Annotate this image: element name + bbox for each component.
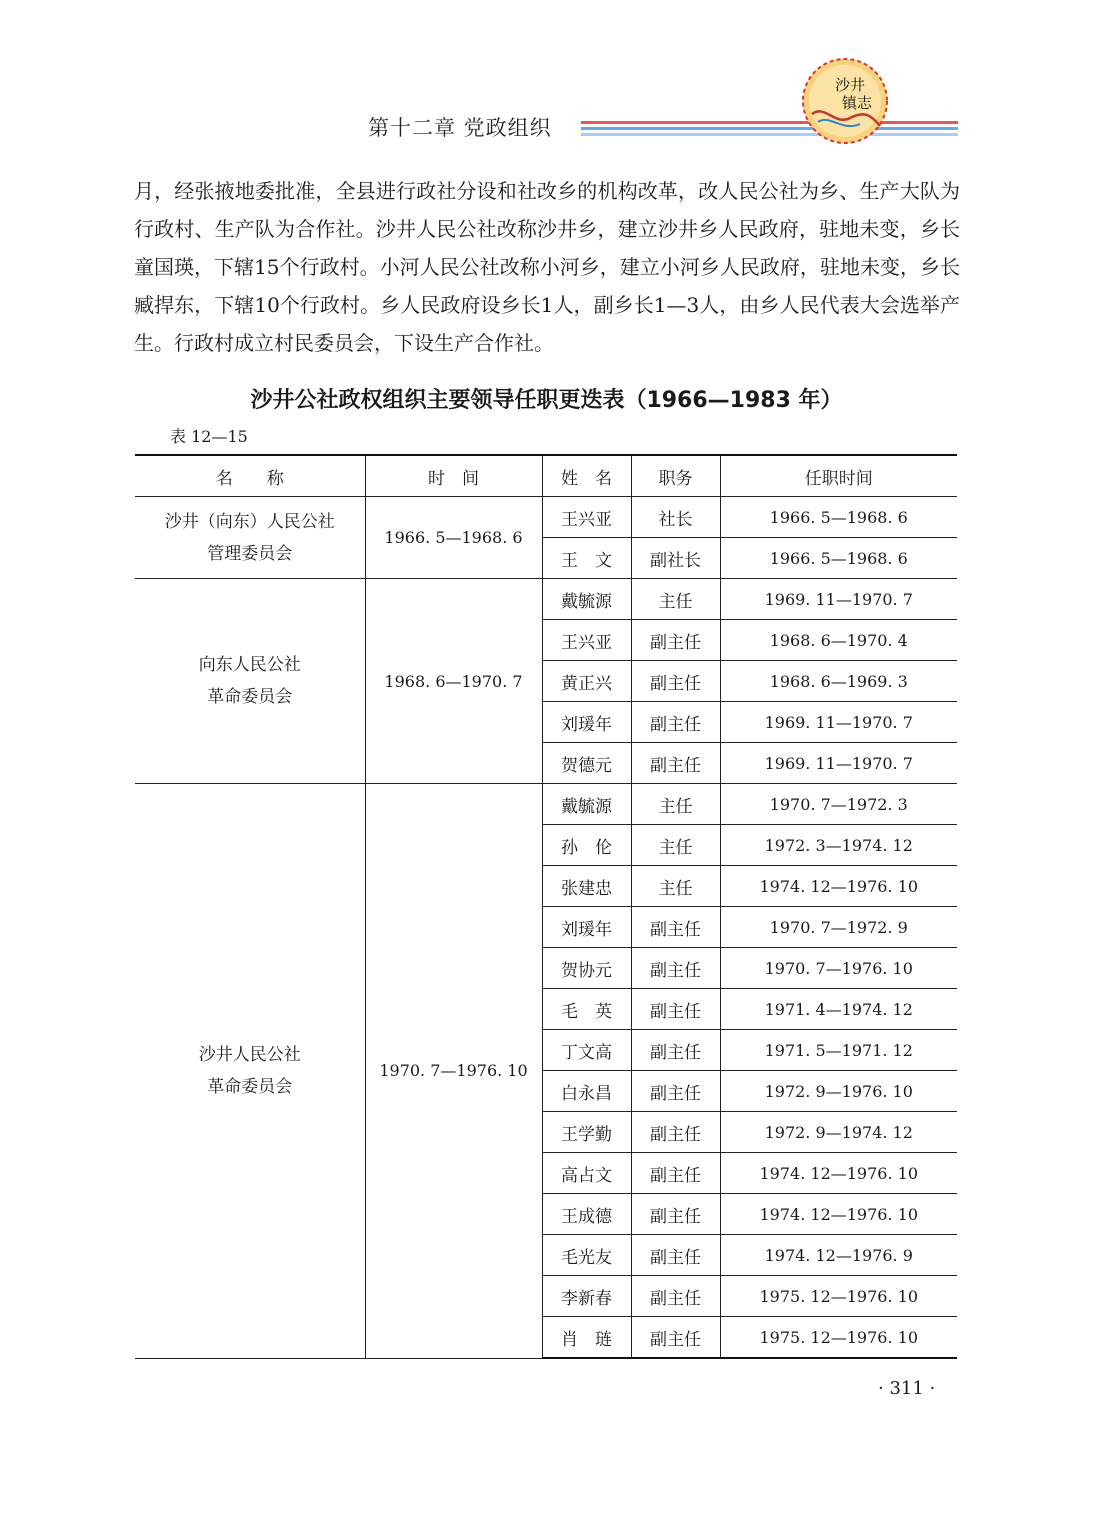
unit-name-line1: 沙井人民公社 [198,1044,301,1065]
position-cell: 副主任 [631,1153,720,1194]
person-cell: 刘瑗年 [542,907,631,948]
header-tenure: 任职时间 [720,455,957,497]
tenure-cell: 1971. 5—1971. 12 [720,1030,957,1071]
person-cell: 丁文高 [542,1030,631,1071]
table-row [135,784,957,825]
header-position: 职务 [631,455,720,497]
person-cell: 贺协元 [542,948,631,989]
position-cell: 副主任 [631,1276,720,1317]
page-number: · 311 · [878,1378,936,1399]
tenure-cell: 1970. 7—1972. 3 [720,784,957,825]
chapter-title: 第十二章 党政组织 [368,116,552,140]
position-cell: 副主任 [631,743,720,784]
person-cell: 刘瑗年 [542,702,631,743]
header-person: 姓 名 [542,455,631,497]
town-gazetteer-seal [800,56,890,146]
tenure-cell: 1975. 12—1976. 10 [720,1276,957,1317]
tenure-cell: 1969. 11—1970. 7 [720,579,957,620]
person-cell: 肖 琏 [542,1317,631,1359]
tenure-cell: 1969. 11—1970. 7 [720,743,957,784]
unit-period-cell: 1968. 6—1970. 7 [365,579,542,784]
position-cell: 副社长 [631,538,720,579]
unit-period-cell: 1970. 7—1976. 10 [365,784,542,1359]
person-cell: 孙 伦 [542,825,631,866]
unit-period-cell: 1966. 5—1968. 6 [365,497,542,579]
table-title: 沙井公社政权组织主要领导任职更迭表（1966—1983 年） [250,388,843,413]
tenure-cell: 1968. 6—1969. 3 [720,661,957,702]
tenure-cell: 1970. 7—1976. 10 [720,948,957,989]
table-row [135,497,957,538]
unit-name-cell [135,784,365,1359]
unit-name-cell [135,579,365,784]
person-cell: 王兴亚 [542,497,631,538]
seal-text-line1: 沙井 [834,76,866,94]
position-cell: 副主任 [631,1235,720,1276]
person-cell: 戴毓源 [542,579,631,620]
header-rule-lightblue [581,133,958,136]
tenure-cell: 1966. 5—1968. 6 [720,497,957,538]
header-rule-blue [581,127,958,130]
position-cell: 副主任 [631,702,720,743]
tenure-cell: 1971. 4—1974. 12 [720,989,957,1030]
person-cell: 贺德元 [542,743,631,784]
tenure-cell: 1974. 12—1976. 9 [720,1235,957,1276]
person-cell: 王学勤 [542,1112,631,1153]
person-cell: 张建忠 [542,866,631,907]
position-cell: 副主任 [631,907,720,948]
table-row [135,579,957,620]
position-cell: 副主任 [631,1071,720,1112]
person-cell: 高占文 [542,1153,631,1194]
position-cell: 主任 [631,579,720,620]
seal-text-line2: 镇志 [841,94,873,112]
unit-name-line1: 向东人民公社 [198,655,301,675]
position-cell: 副主任 [631,661,720,702]
tenure-cell: 1968. 6—1970. 4 [720,620,957,661]
tenure-cell: 1972. 9—1974. 12 [720,1112,957,1153]
tenure-cell: 1972. 3—1974. 12 [720,825,957,866]
unit-name-line1: 沙井（向东）人民公社 [164,511,335,532]
unit-name-line2: 管理委员会 [207,543,293,564]
person-cell: 白永昌 [542,1071,631,1112]
position-cell: 副主任 [631,948,720,989]
tenure-cell: 1974. 12—1976. 10 [720,1194,957,1235]
position-cell: 副主任 [631,1317,720,1359]
person-cell: 黄正兴 [542,661,631,702]
unit-name-line2: 革命委员会 [207,1076,293,1097]
table-header-row [135,455,957,497]
header-rule-red [581,121,958,124]
leaders-table [135,454,957,1359]
position-cell: 副主任 [631,989,720,1030]
position-cell: 副主任 [631,1112,720,1153]
position-cell: 主任 [631,825,720,866]
body-paragraph-block [134,172,960,362]
position-cell: 社长 [631,497,720,538]
person-cell: 毛光友 [542,1235,631,1276]
position-cell: 主任 [631,784,720,825]
person-cell: 王兴亚 [542,620,631,661]
unit-name-cell [135,497,365,579]
person-cell: 李新春 [542,1276,631,1317]
tenure-cell: 1972. 9—1976. 10 [720,1071,957,1112]
tenure-cell: 1970. 7—1972. 9 [720,907,957,948]
header-time: 时 间 [365,455,542,497]
position-cell: 副主任 [631,620,720,661]
person-cell: 戴毓源 [542,784,631,825]
position-cell: 副主任 [631,1194,720,1235]
unit-name-line2: 革命委员会 [207,687,293,707]
position-cell: 主任 [631,866,720,907]
body-paragraph: 月，经张掖地委批准，全县进行政社分设和社改乡的机构改革，改人民公社为乡、生产大队为行政村、生产队为合作社。沙井人民公社改称沙井乡，建立沙井乡人民政府，驻地未变，乡长童国瑛，下辖15个行政村。小河人民公社改称小河乡，建立小河乡人民政府，驻地未变，乡长臧捍东，下辖10个行政村。乡人民政府设乡长1人，副乡长1—3人，由乡人民代表大会选举产生。行政村成立村民委员会，下设生产合作社。 [134,179,960,355]
seal-emblem-icon [800,56,890,146]
tenure-cell: 1974. 12—1976. 10 [720,866,957,907]
table-label: 表 12—15 [170,427,248,446]
person-cell: 毛 英 [542,989,631,1030]
tenure-cell: 1974. 12—1976. 10 [720,1153,957,1194]
tenure-cell: 1975. 12—1976. 10 [720,1317,957,1359]
tenure-cell: 1966. 5—1968. 6 [720,538,957,579]
tenure-cell: 1969. 11—1970. 7 [720,702,957,743]
person-cell: 王成德 [542,1194,631,1235]
position-cell: 副主任 [631,1030,720,1071]
header-name: 名 称 [135,455,365,497]
person-cell: 王 文 [542,538,631,579]
